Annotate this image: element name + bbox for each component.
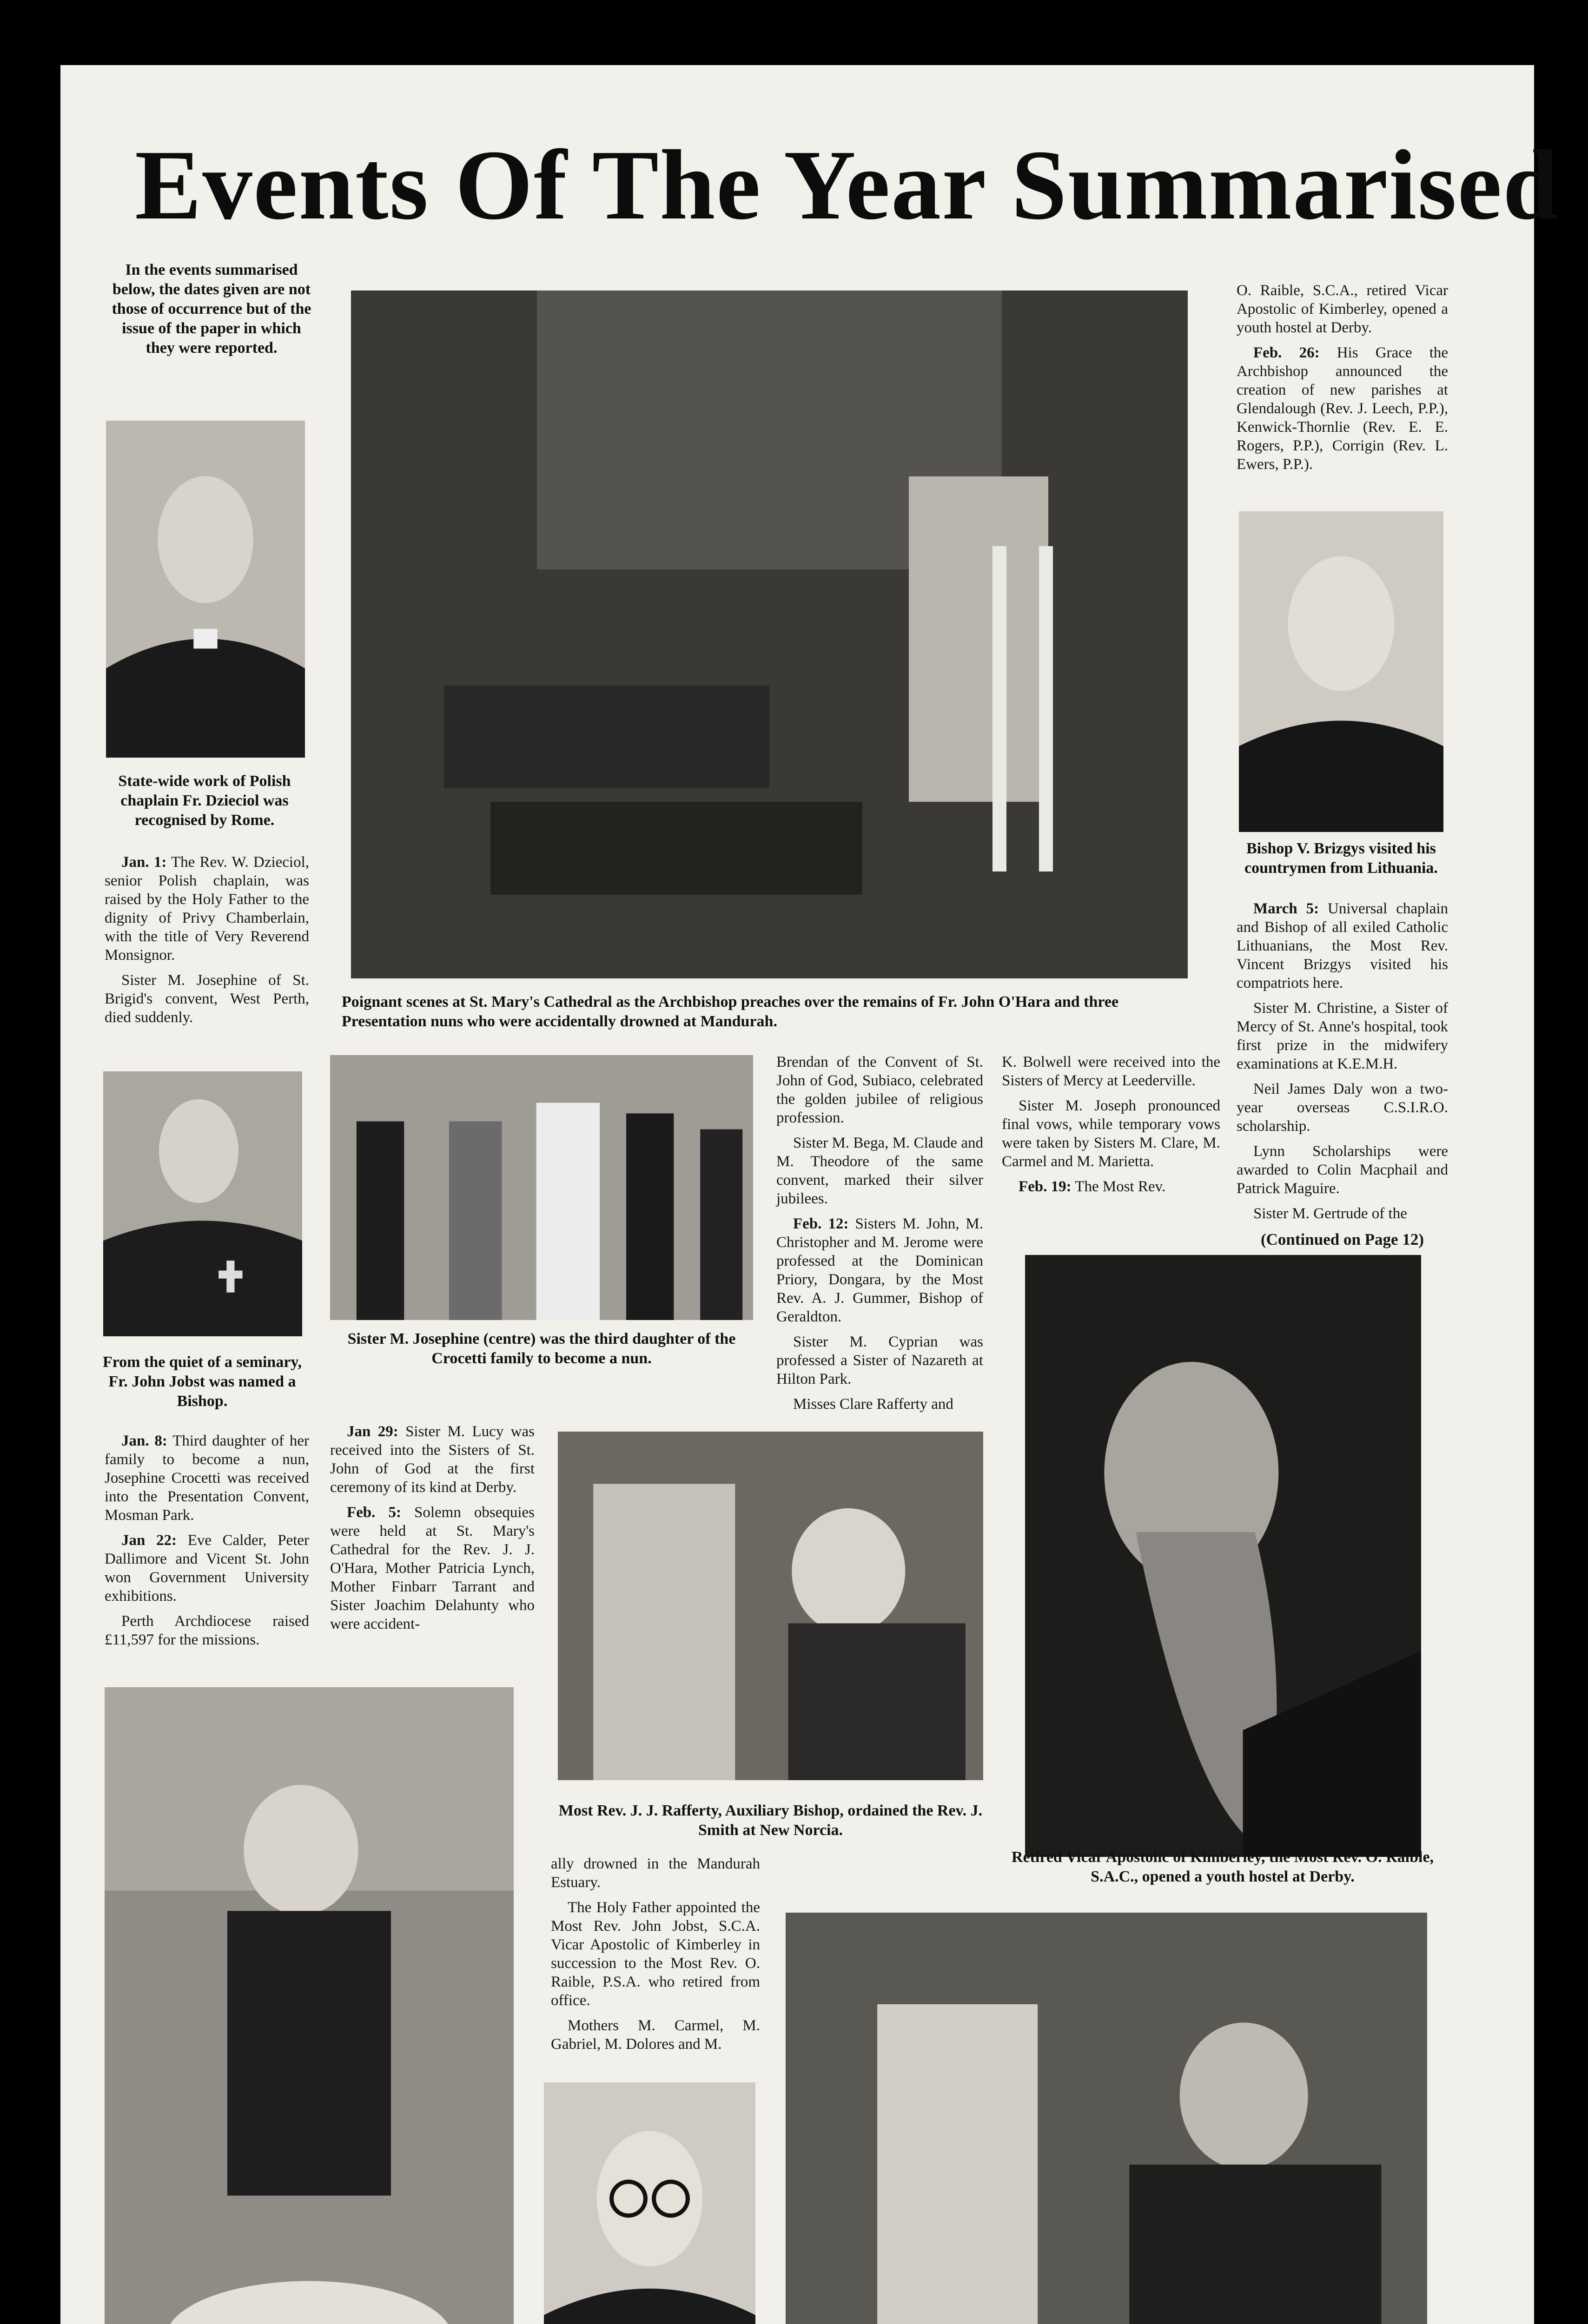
caption-dzieciol: State-wide work of Polish chaplain Fr. Dzieciol was recognised by Rome. — [118, 772, 291, 829]
entry-paragraph: Jan. 8: Third daughter of her family to become a nun, Josephine Crocetti was received into the Presentation Convent, Mosman Park. — [105, 1433, 310, 1524]
entry-paragraph: Sister M. Cyprian was professed a Sister of Nazareth at Hilton Park. — [776, 1334, 983, 1387]
entry-paragraph: Sister M. Christine, a Sister of Mercy of St. Anne's hospital, took first prize in the midwifery examinations at K.E.M.H. — [1237, 1000, 1448, 1072]
column-left-2 — [105, 1432, 309, 1656]
entry-paragraph: Sister M. Bega, M. Claude and M. Theodore of the same convent, marked their silver jubilees. — [776, 1135, 983, 1207]
entry-paragraph: Sister M. Josephine of St. Brigid's convent, West Perth, died suddenly. — [105, 972, 309, 1026]
column-right-1 — [1237, 281, 1448, 480]
entry-paragraph: Lynn Scholarships were awarded to Colin Macphail and Patrick Maguire. — [1237, 1143, 1448, 1197]
continued-note: (Continued on Page 12) — [1261, 1230, 1424, 1248]
entry-paragraph: Misses Clare Rafferty and — [793, 1396, 953, 1413]
entry-paragraph: K. Bolwell were received into the Sisters of Mercy at Leederville. — [1002, 1054, 1220, 1089]
entry-paragraph: Sister M. Joseph pronounced final vows, while temporary vows were taken by Sisters M. Clare, M. Carmel and M. Marietta. — [1002, 1097, 1220, 1170]
entry-paragraph: ally drowned in the Mandurah Estuary. — [551, 1855, 760, 1891]
column-mid-4 — [551, 1855, 760, 2060]
column-mid-1 — [330, 1422, 535, 1640]
photo-raible — [1025, 1255, 1421, 1857]
column-mid-2 — [776, 1053, 983, 1420]
caption-brizgys: Bishop V. Brizgys visited his countrymen from Lithuania. — [1244, 840, 1438, 877]
entry-paragraph: Feb. 12: Sisters M. John, M. Christopher and M. Jerome were professed at the Dominican Priory, Dongara, by the Most Rev. A. J. Gummer, Bishop of Geraldton. — [776, 1215, 983, 1325]
photo-fahey — [105, 1687, 514, 2324]
column-mid-3 — [1002, 1053, 1220, 1202]
caption-rafferty: Most Rev. J. J. Rafferty, Auxiliary Bishop, ordained the Rev. J. Smith at New Norcia. — [558, 1802, 983, 1839]
photo-crocetti-group — [330, 1055, 753, 1320]
entry-paragraph: Jan 22: Eve Calder, Peter Dallimore and Vicent St. John won Government University exhibitions. — [105, 1532, 310, 1604]
column-left-1 — [105, 853, 309, 1033]
entry-paragraph: O. Raible, S.C.A., retired Vicar Apostolic of Kimberley, opened a youth hostel at Derby. — [1237, 282, 1448, 336]
caption-crocetti: Sister M. Josephine (centre) was the third daughter of the Crocetti family to become a nun. — [347, 1330, 736, 1367]
photo-gomez-vows — [786, 1913, 1427, 2324]
entry-paragraph: Feb. 5: Solemn obsequies were held at St. Mary's Cathedral for the Rev. J. J. O'Hara, Mother Patricia Lynch, Mother Finbarr Tarrant and Sister Joachim Delahunty who were accident- — [330, 1504, 535, 1632]
entry-paragraph: Jan 29: Sister M. Lucy was received into the Sisters of St. John of God at the first ceremony of its kind at Derby. — [330, 1423, 535, 1496]
entry-paragraph: Perth Archdiocese raised £11,597 for the missions. — [105, 1613, 309, 1648]
entry-paragraph: Neil James Daly won a two-year overseas C.S.I.R.O. scholarship. — [1237, 1081, 1448, 1135]
photo-jobst — [103, 1071, 302, 1336]
entry-paragraph: The Holy Father appointed the Most Rev. John Jobst, S.C.A. Vicar Apostolic of Kimberley in succession to the Most Rev. O. Raible, P.S.A. who retired from office. — [551, 1899, 760, 2009]
caption-raible: Retired Vicar Apostolic of Kimberley, the Most Rev. O. Raible, S.A.C., opened a youth hostel at Derby. — [1011, 1849, 1434, 1885]
photo-rafferty-ordination — [558, 1432, 983, 1780]
photo-brizgys — [1239, 511, 1443, 832]
photo-cathedral — [351, 290, 1188, 978]
headline: Events Of The Year Summarised — [135, 129, 1560, 240]
entry-paragraph: Mothers M. Carmel, M. Gabriel, M. Dolores and M. — [551, 2017, 760, 2053]
intro-note: In the events summarised below, the dates given are not those of occurrence but of the issue of the paper in which they were reported. — [112, 261, 311, 357]
entry-paragraph: Sister M. Gertrude of the — [1253, 1205, 1407, 1222]
caption-jobst: From the quiet of a seminary, Fr. John Jobst was named a Bishop. — [102, 1353, 302, 1410]
entry-paragraph: Feb. 19: The Most Rev. — [1019, 1178, 1166, 1195]
photo-dzieciol — [106, 421, 305, 758]
entry-paragraph: Jan. 1: The Rev. W. Dzieciol, senior Polish chaplain, was raised by the Holy Father to the dignity of Privy Chamberlain, with the title of Very Reverend Monsignor. — [105, 854, 310, 964]
photo-pitman — [544, 2082, 755, 2324]
entry-paragraph: Brendan of the Convent of St. John of God, Subiaco, celebrated the golden jubilee of religious profession. — [776, 1054, 983, 1126]
caption-cathedral: Poignant scenes at St. Mary's Cathedral as the Archbishop preaches over the remains of Fr. John O'Hara and three Presentation nuns who were accidentally drowned at Mandurah. — [342, 993, 1119, 1030]
entry-paragraph: Feb. 26: His Grace the Archbishop announced the creation of new parishes at Glendalough (Rev. J. Leech, P.P.), Kenwick-Thornlie (Rev. E. E. Rogers, P.P.), Corrigin (Rev. L. Ewers, P.P.). — [1237, 344, 1449, 473]
entry-paragraph: March 5: Universal chaplain and Bishop of all exiled Catholic Lithuanians, the Most Rev. Vincent Brizgys visited his compatriots here. — [1237, 900, 1449, 991]
column-right-2 — [1237, 899, 1448, 1255]
